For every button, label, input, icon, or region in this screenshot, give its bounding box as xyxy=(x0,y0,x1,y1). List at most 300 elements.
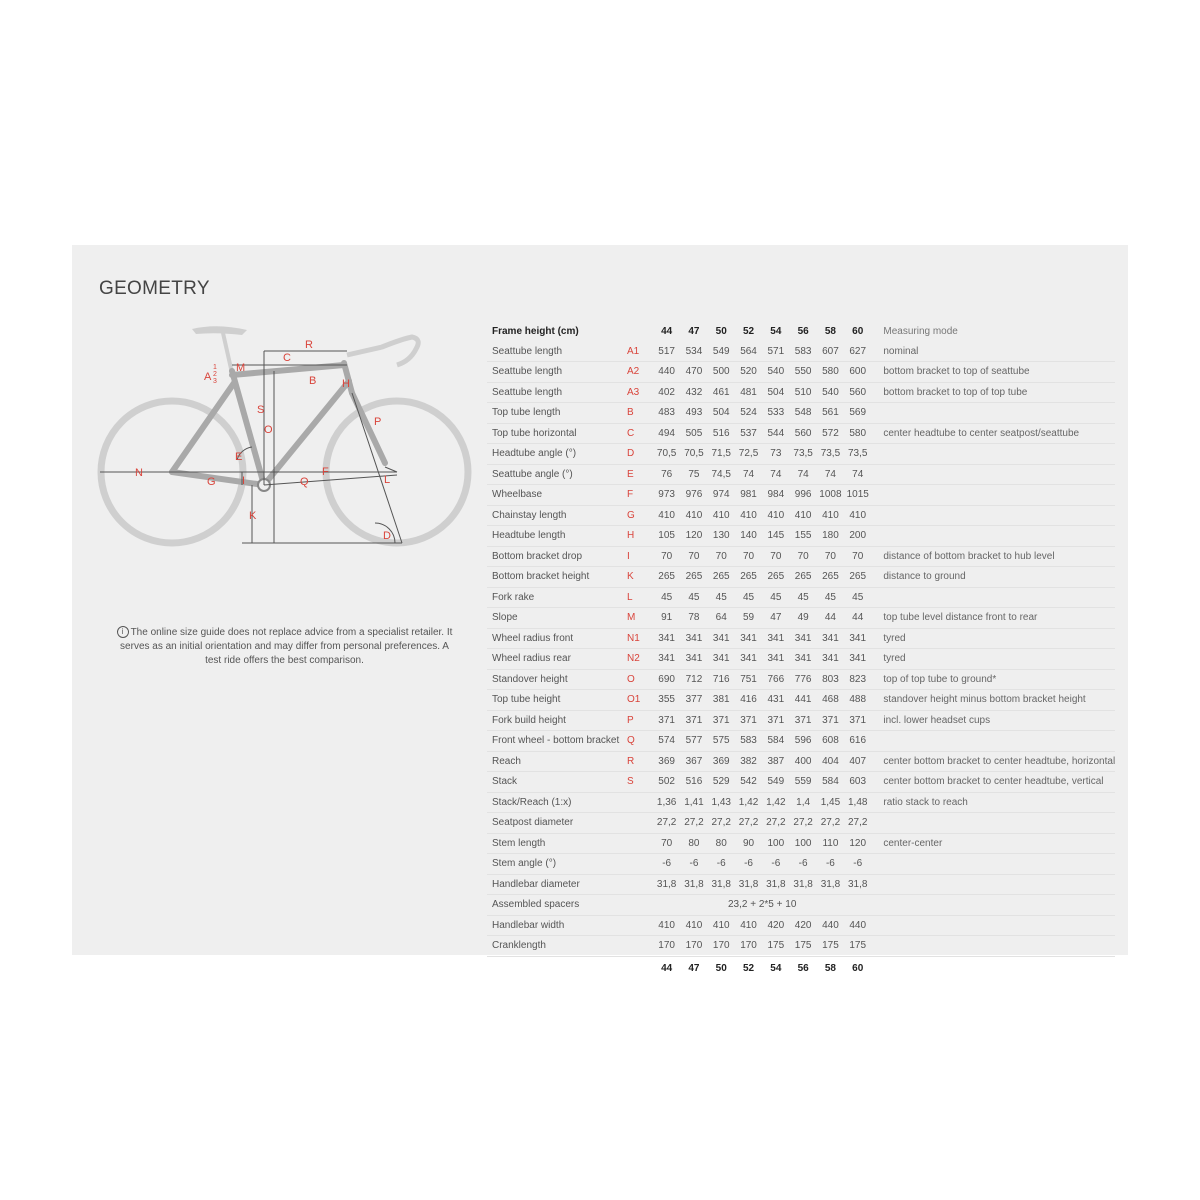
row-value: 110 xyxy=(817,833,844,854)
footer-spacer xyxy=(487,956,627,981)
row-value: 341 xyxy=(680,649,707,670)
row-value: 80 xyxy=(680,833,707,854)
row-value: 44 xyxy=(817,608,844,629)
row-value: 341 xyxy=(735,628,762,649)
row-label: Seattube length xyxy=(487,362,627,383)
row-measuring-mode xyxy=(871,854,1115,875)
row-code: O1 xyxy=(627,690,653,711)
table-row xyxy=(487,895,1115,916)
row-value: 265 xyxy=(762,567,789,588)
row-label: Seattube length xyxy=(487,342,627,362)
row-measuring-mode: distance to ground xyxy=(871,567,1115,588)
row-measuring-mode xyxy=(871,813,1115,834)
label-sub3: 3 xyxy=(213,378,217,385)
size-footer: 60 xyxy=(852,963,864,974)
label-d: D xyxy=(383,530,391,542)
row-value: 341 xyxy=(789,628,816,649)
row-value: 31,8 xyxy=(653,874,680,895)
row-value: 74 xyxy=(735,464,762,485)
row-value: 577 xyxy=(680,731,707,752)
row-value: 548 xyxy=(789,403,816,424)
row-value: 580 xyxy=(817,362,844,383)
label-m: M xyxy=(236,362,246,374)
row-value: 70 xyxy=(653,546,680,567)
row-label: Handlebar diameter xyxy=(487,874,627,895)
table-row xyxy=(487,792,1115,813)
row-value: 130 xyxy=(708,526,735,547)
row-value: 27,2 xyxy=(762,813,789,834)
row-value: 47 xyxy=(762,608,789,629)
row-value: 341 xyxy=(735,649,762,670)
row-value: 74,5 xyxy=(708,464,735,485)
table-row xyxy=(487,772,1115,793)
row-value: 74 xyxy=(844,464,871,485)
info-icon: i xyxy=(117,626,129,638)
size-footer: 50 xyxy=(715,963,727,974)
table-footer-row xyxy=(487,956,1115,981)
row-code xyxy=(627,833,653,854)
row-label: Chainstay length xyxy=(487,505,627,526)
row-code: A2 xyxy=(627,362,653,383)
row-label: Wheel radius rear xyxy=(487,649,627,670)
row-measuring-mode xyxy=(871,505,1115,526)
row-value: 410 xyxy=(708,505,735,526)
row-value: 1,48 xyxy=(844,792,871,813)
row-measuring-mode: nominal xyxy=(871,342,1115,362)
row-value: 1,4 xyxy=(789,792,816,813)
row-value: -6 xyxy=(789,854,816,875)
row-value: 387 xyxy=(762,751,789,772)
size-footer: 52 xyxy=(742,963,755,974)
row-value: 517 xyxy=(653,342,680,362)
row-label: Fork rake xyxy=(487,587,627,608)
row-value: 371 xyxy=(817,710,844,731)
table-row xyxy=(487,485,1115,506)
table-row xyxy=(487,423,1115,444)
row-value: 1,42 xyxy=(735,792,762,813)
row-value: 1,43 xyxy=(708,792,735,813)
row-value: 341 xyxy=(653,628,680,649)
row-value: 70 xyxy=(762,546,789,567)
row-value: 31,8 xyxy=(762,874,789,895)
row-value: 265 xyxy=(817,567,844,588)
row-value: 70 xyxy=(735,546,762,567)
row-code xyxy=(627,895,653,916)
row-value: 27,2 xyxy=(680,813,707,834)
page-title: GEOMETRY xyxy=(99,278,210,299)
size-footer: 47 xyxy=(688,963,700,974)
row-value: 369 xyxy=(653,751,680,772)
row-value: 175 xyxy=(817,936,844,957)
row-value: 574 xyxy=(653,731,680,752)
row-value: 505 xyxy=(680,423,707,444)
row-label: Seattube length xyxy=(487,382,627,403)
handlebar xyxy=(347,337,418,365)
label-g: G xyxy=(207,476,216,488)
row-value: 461 xyxy=(708,382,735,403)
row-label: Headtube length xyxy=(487,526,627,547)
footer-spacer xyxy=(627,956,653,981)
row-value: 140 xyxy=(735,526,762,547)
table-row xyxy=(487,731,1115,752)
row-value: 502 xyxy=(653,772,680,793)
row-label: Bottom bracket height xyxy=(487,567,627,588)
row-value: 175 xyxy=(844,936,871,957)
row-value: 31,8 xyxy=(844,874,871,895)
row-value: 78 xyxy=(680,608,707,629)
row-code: F xyxy=(627,485,653,506)
size-header: 50 xyxy=(715,326,727,338)
row-code: O xyxy=(627,669,653,690)
row-label: Stack xyxy=(487,772,627,793)
row-measuring-mode xyxy=(871,936,1115,957)
row-value: 1,42 xyxy=(762,792,789,813)
row-measuring-mode: incl. lower headset cups xyxy=(871,710,1115,731)
table-row xyxy=(487,813,1115,834)
row-value: 80 xyxy=(708,833,735,854)
measuring-mode-header: Measuring mode xyxy=(883,326,958,338)
row-measuring-mode xyxy=(871,444,1115,465)
row-value: 524 xyxy=(735,403,762,424)
row-measuring-mode: center-center xyxy=(871,833,1115,854)
row-label: Top tube horizontal xyxy=(487,423,627,444)
row-value: 504 xyxy=(708,403,735,424)
table-body xyxy=(487,342,1115,957)
row-value: 44 xyxy=(844,608,871,629)
row-value: 341 xyxy=(762,649,789,670)
geometry-table xyxy=(487,322,1115,981)
row-value: 607 xyxy=(817,342,844,362)
row-value: 355 xyxy=(653,690,680,711)
row-value: 371 xyxy=(844,710,871,731)
row-value: 410 xyxy=(762,505,789,526)
row-value: 410 xyxy=(708,915,735,936)
row-label: Stem length xyxy=(487,833,627,854)
row-code: A3 xyxy=(627,382,653,403)
row-value: 200 xyxy=(844,526,871,547)
label-i: I xyxy=(242,475,246,487)
row-measuring-mode: top tube level distance front to rear xyxy=(871,608,1115,629)
row-value: 45 xyxy=(708,587,735,608)
row-value: 27,2 xyxy=(735,813,762,834)
row-value: 766 xyxy=(762,669,789,690)
row-value: 410 xyxy=(735,505,762,526)
label-o: O xyxy=(264,424,273,436)
table-row xyxy=(487,710,1115,731)
row-value: 90 xyxy=(735,833,762,854)
row-value: 416 xyxy=(735,690,762,711)
code-header xyxy=(627,322,653,342)
row-value: 440 xyxy=(817,915,844,936)
label-c: C xyxy=(283,352,291,364)
label-a: A xyxy=(204,371,212,383)
row-label: Assembled spacers xyxy=(487,895,627,916)
row-value: 973 xyxy=(653,485,680,506)
row-value: 410 xyxy=(735,915,762,936)
size-footer: 54 xyxy=(770,963,782,974)
size-header: 58 xyxy=(824,326,836,338)
row-value: 381 xyxy=(708,690,735,711)
row-code: N2 xyxy=(627,649,653,670)
row-code: C xyxy=(627,423,653,444)
row-value: 341 xyxy=(762,628,789,649)
row-value: 520 xyxy=(735,362,762,383)
row-value: 70 xyxy=(708,546,735,567)
row-value: 75 xyxy=(680,464,707,485)
row-value: 776 xyxy=(789,669,816,690)
row-value: 371 xyxy=(653,710,680,731)
size-footer: 56 xyxy=(797,963,809,974)
row-value: 561 xyxy=(817,403,844,424)
table-row xyxy=(487,546,1115,567)
row-value: 31,8 xyxy=(789,874,816,895)
row-measuring-mode: center bottom bracket to center headtube, horizontal xyxy=(871,751,1115,772)
row-value: 580 xyxy=(844,423,871,444)
row-value: 74 xyxy=(762,464,789,485)
row-value: 564 xyxy=(735,342,762,362)
bike-geometry-diagram xyxy=(92,315,472,555)
row-value: 341 xyxy=(680,628,707,649)
row-value: 70 xyxy=(653,833,680,854)
row-value: 981 xyxy=(735,485,762,506)
row-value: 537 xyxy=(735,423,762,444)
row-value: 31,8 xyxy=(735,874,762,895)
row-value: 984 xyxy=(762,485,789,506)
row-code: S xyxy=(627,772,653,793)
row-value: 100 xyxy=(762,833,789,854)
row-code xyxy=(627,792,653,813)
row-value: 45 xyxy=(844,587,871,608)
row-value: 70,5 xyxy=(653,444,680,465)
table-row xyxy=(487,669,1115,690)
row-value: 500 xyxy=(708,362,735,383)
row-value: -6 xyxy=(844,854,871,875)
row-code: B xyxy=(627,403,653,424)
row-value: 410 xyxy=(789,505,816,526)
row-code: M xyxy=(627,608,653,629)
row-value: 72,5 xyxy=(735,444,762,465)
label-p: P xyxy=(374,416,382,428)
row-code: G xyxy=(627,505,653,526)
footer-spacer xyxy=(871,956,1115,981)
row-value: 402 xyxy=(653,382,680,403)
row-value: 410 xyxy=(844,505,871,526)
row-value: 976 xyxy=(680,485,707,506)
row-measuring-mode xyxy=(871,895,1115,916)
label-l: L xyxy=(384,474,391,486)
table-row xyxy=(487,854,1115,875)
saddle xyxy=(192,326,247,335)
row-value: 371 xyxy=(680,710,707,731)
row-value: -6 xyxy=(680,854,707,875)
row-code xyxy=(627,854,653,875)
table-header-row xyxy=(487,322,1115,342)
size-header: 44 xyxy=(661,326,673,338)
row-label: Reach xyxy=(487,751,627,772)
row-value: 70 xyxy=(817,546,844,567)
row-value: 470 xyxy=(680,362,707,383)
row-value: 560 xyxy=(844,382,871,403)
row-value: 71,5 xyxy=(708,444,735,465)
row-value: 575 xyxy=(708,731,735,752)
row-value: 170 xyxy=(735,936,762,957)
frame-height-header: Frame height (cm) xyxy=(492,326,579,338)
row-value: 45 xyxy=(762,587,789,608)
row-value: 996 xyxy=(789,485,816,506)
row-code: I xyxy=(627,546,653,567)
row-code xyxy=(627,936,653,957)
top-tube xyxy=(232,365,344,375)
row-value: -6 xyxy=(762,854,789,875)
row-code: D xyxy=(627,444,653,465)
row-value: 690 xyxy=(653,669,680,690)
row-value: 70 xyxy=(680,546,707,567)
row-value: 265 xyxy=(844,567,871,588)
row-label: Top tube height xyxy=(487,690,627,711)
row-measuring-mode xyxy=(871,526,1115,547)
row-code: E xyxy=(627,464,653,485)
row-value: 1015 xyxy=(844,485,871,506)
row-value: 584 xyxy=(817,772,844,793)
row-measuring-mode xyxy=(871,874,1115,895)
row-value: 76 xyxy=(653,464,680,485)
row-value: 600 xyxy=(844,362,871,383)
row-value: 45 xyxy=(735,587,762,608)
label-k: K xyxy=(249,510,257,522)
label-s: S xyxy=(257,404,265,416)
row-value: 341 xyxy=(817,649,844,670)
row-value: 91 xyxy=(653,608,680,629)
row-value: 45 xyxy=(789,587,816,608)
table-row xyxy=(487,567,1115,588)
row-value: 341 xyxy=(708,649,735,670)
size-header: 56 xyxy=(797,326,809,338)
row-value: 31,8 xyxy=(817,874,844,895)
label-sub1: 1 xyxy=(213,364,217,371)
row-value: 616 xyxy=(844,731,871,752)
row-value: 175 xyxy=(789,936,816,957)
table-row xyxy=(487,874,1115,895)
row-value: 371 xyxy=(789,710,816,731)
row-code: Q xyxy=(627,731,653,752)
row-measuring-mode: bottom bracket to top of seattube xyxy=(871,362,1115,383)
row-measuring-mode xyxy=(871,485,1115,506)
table-row xyxy=(487,649,1115,670)
note-text: The online size guide does not replace advice from a specialist retailer. It serves as an initial orientation and may differ from personal preferences. A test ride offers the best comparison. xyxy=(120,627,453,666)
row-measuring-mode xyxy=(871,464,1115,485)
row-value: 483 xyxy=(653,403,680,424)
table-row xyxy=(487,464,1115,485)
row-code: K xyxy=(627,567,653,588)
row-code xyxy=(627,915,653,936)
label-r: R xyxy=(305,339,313,351)
row-label: Wheel radius front xyxy=(487,628,627,649)
row-value: 712 xyxy=(680,669,707,690)
row-value: 596 xyxy=(789,731,816,752)
table-row xyxy=(487,587,1115,608)
row-value: 341 xyxy=(653,649,680,670)
row-value: 31,8 xyxy=(680,874,707,895)
table-row xyxy=(487,382,1115,403)
row-value: 73,5 xyxy=(817,444,844,465)
row-value: 1008 xyxy=(817,485,844,506)
row-value: 410 xyxy=(817,505,844,526)
row-value: 404 xyxy=(817,751,844,772)
row-label: Stem angle (°) xyxy=(487,854,627,875)
row-value: 27,2 xyxy=(789,813,816,834)
row-value: 560 xyxy=(789,423,816,444)
row-value: 367 xyxy=(680,751,707,772)
row-value: 371 xyxy=(735,710,762,731)
table-row xyxy=(487,936,1115,957)
seatpost xyxy=(223,333,232,373)
row-value: 494 xyxy=(653,423,680,444)
row-measuring-mode: tyred xyxy=(871,649,1115,670)
row-value: 441 xyxy=(789,690,816,711)
row-value: 540 xyxy=(762,362,789,383)
row-value: 120 xyxy=(680,526,707,547)
row-value: 70 xyxy=(844,546,871,567)
row-value: 170 xyxy=(680,936,707,957)
row-value: 410 xyxy=(653,505,680,526)
label-b: B xyxy=(309,375,317,387)
row-value: 70,5 xyxy=(680,444,707,465)
row-value: 70 xyxy=(789,546,816,567)
size-header: 52 xyxy=(742,326,755,338)
row-value: 716 xyxy=(708,669,735,690)
size-footer: 58 xyxy=(824,963,836,974)
row-value: 341 xyxy=(844,649,871,670)
row-code: N1 xyxy=(627,628,653,649)
size-header: 47 xyxy=(688,326,700,338)
row-value: 420 xyxy=(789,915,816,936)
row-value: 440 xyxy=(844,915,871,936)
row-measuring-mode: center headtube to center seatpost/seattube xyxy=(871,423,1115,444)
row-value: 803 xyxy=(817,669,844,690)
row-label: Front wheel - bottom bracket xyxy=(487,731,627,752)
row-label: Wheelbase xyxy=(487,485,627,506)
row-value: 410 xyxy=(653,915,680,936)
row-code xyxy=(627,813,653,834)
row-value: 584 xyxy=(762,731,789,752)
row-label: Bottom bracket drop xyxy=(487,546,627,567)
row-label: Headtube angle (°) xyxy=(487,444,627,465)
row-value: 59 xyxy=(735,608,762,629)
row-value: 74 xyxy=(789,464,816,485)
table-row xyxy=(487,444,1115,465)
row-value: 265 xyxy=(789,567,816,588)
row-label: Cranklength xyxy=(487,936,627,957)
row-code: P xyxy=(627,710,653,731)
row-measuring-mode: top of top tube to ground* xyxy=(871,669,1115,690)
table-row xyxy=(487,403,1115,424)
row-value: -6 xyxy=(735,854,762,875)
label-n: N xyxy=(135,467,143,479)
row-measuring-mode xyxy=(871,403,1115,424)
row-value: 64 xyxy=(708,608,735,629)
row-value: 572 xyxy=(817,423,844,444)
table-row xyxy=(487,362,1115,383)
row-value: 603 xyxy=(844,772,871,793)
row-value: -6 xyxy=(817,854,844,875)
row-measuring-mode xyxy=(871,915,1115,936)
table-row xyxy=(487,751,1115,772)
table-row xyxy=(487,505,1115,526)
table-row xyxy=(487,628,1115,649)
row-value: 488 xyxy=(844,690,871,711)
label-e: E xyxy=(235,451,243,463)
row-value: 27,2 xyxy=(708,813,735,834)
